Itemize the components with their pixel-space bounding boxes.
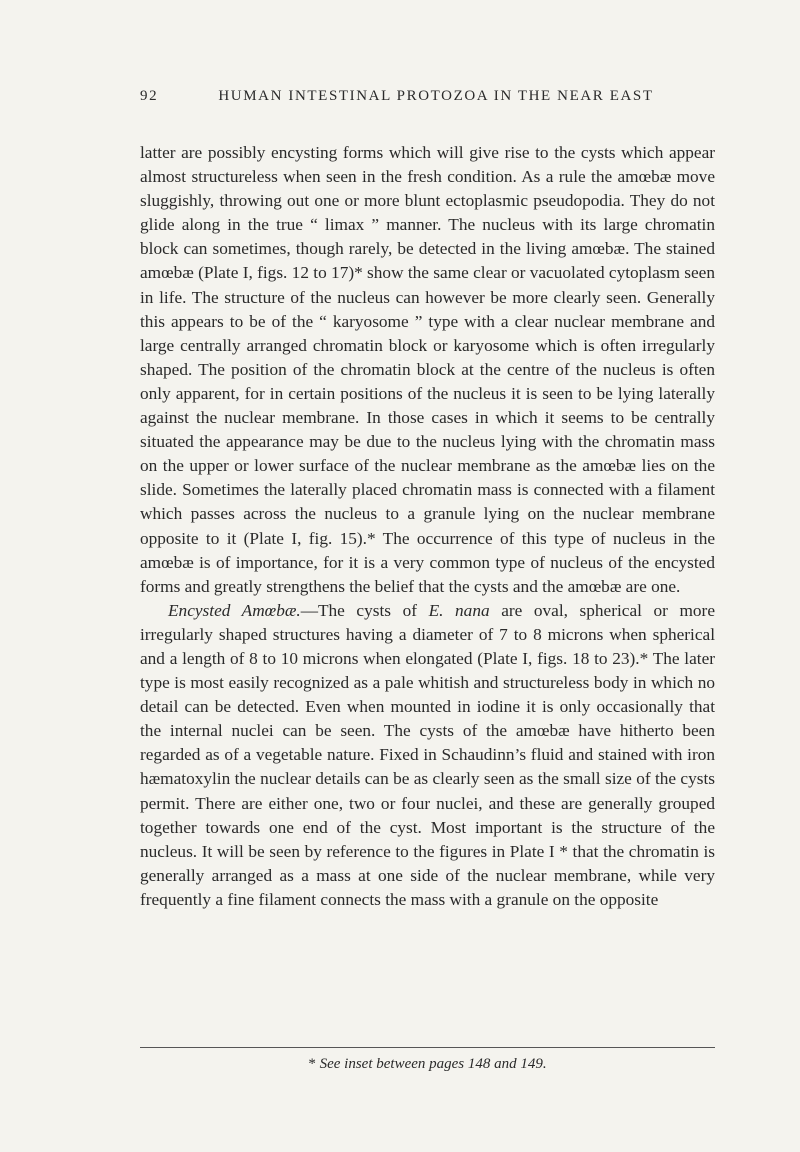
section-heading: Encysted Amœbæ. <box>168 600 301 620</box>
footnote-text: See inset between pages 148 and 149. <box>319 1056 547 1072</box>
running-head <box>140 88 710 112</box>
footnote <box>140 1056 715 1073</box>
footnote-marker: * <box>308 1056 316 1072</box>
paragraph <box>140 599 715 912</box>
page-number: 92 <box>140 88 159 104</box>
paragraph: latter are possibly encysting forms which will give rise to the cysts which appear almost structureless when seen in the fresh condition. As a rule the amœbæ move sluggishly, throwing out one or more blunt ectoplasmic pseudopodia. They do not glide along in the true “ limax ” manner. The nucleus with its large chromatin block can sometimes, though rarely, be detected in the living amœbæ. The stained amœbæ (Plate I, figs. 12 to 17)* show the same clear or vacuolated cytoplasm seen in life. The structure of the nucleus can however be more clearly seen. Generally this appears to be of the “ karyosome ” type with a clear nuclear membrane and large centrally arranged chromatin block or karyosome which is often irregularly shaped. The position of the chromatin block at the centre of the nucleus is often only apparent, for in certain positions of the nucleus it is seen to be lying laterally against the nuclear membrane. In those cases in which it seems to be centrally situated the appearance may be due to the nucleus lying with the chromatin mass on the upper or lower surface of the nuclear membrane as the amœbæ lies on the slide. Sometimes the laterally placed chromatin mass is connected with a filament which passes across the nucleus to a granule lying on the nuclear membrane opposite to it (Plate I, fig. 15).* The occurrence of this type of nucleus in the amœbæ is of importance, for it is a very common type of nucleus of the encysted forms and greatly strengthens the belief that the cysts and the amœbæ are one. <box>140 143 715 596</box>
body-text <box>140 141 715 912</box>
paragraph-text: are oval, spherical or more irregularly shaped structures having a diameter of 7 to 8 microns when spherical and a length of 8 to 10 microns when elongated (Plate I, figs. 18 to 23).* The later type is most easily recognized as a pale whitish and structureless body in which no detail can be detected. Even when mounted in iodine it is only occasionally that the internal nuclei can be seen. The cysts of the amœbæ have hitherto been regarded as of a vegetable nature. Fixed in Schaudinn’s fluid and stained with iron hæmatoxylin the nuclear details can be as clearly seen as the small size of the cysts permit. There are either one, two or four nuclei, and these are generally grouped together towards one end of the cyst. Most important is the structure of the nucleus. It will be seen by reference to the figures in Plate I * that the chromatin is generally arranged as a mass at one side of the nuclear membrane, while very frequently a fine filament connects the mass with a granule on the opposite <box>140 600 715 909</box>
footnote-rule <box>140 1047 715 1048</box>
running-title: HUMAN INTESTINAL PROTOZOA IN THE NEAR EAST <box>218 88 654 104</box>
species-name: E. nana <box>428 600 490 620</box>
heading-separator: —The cysts of <box>300 600 429 620</box>
